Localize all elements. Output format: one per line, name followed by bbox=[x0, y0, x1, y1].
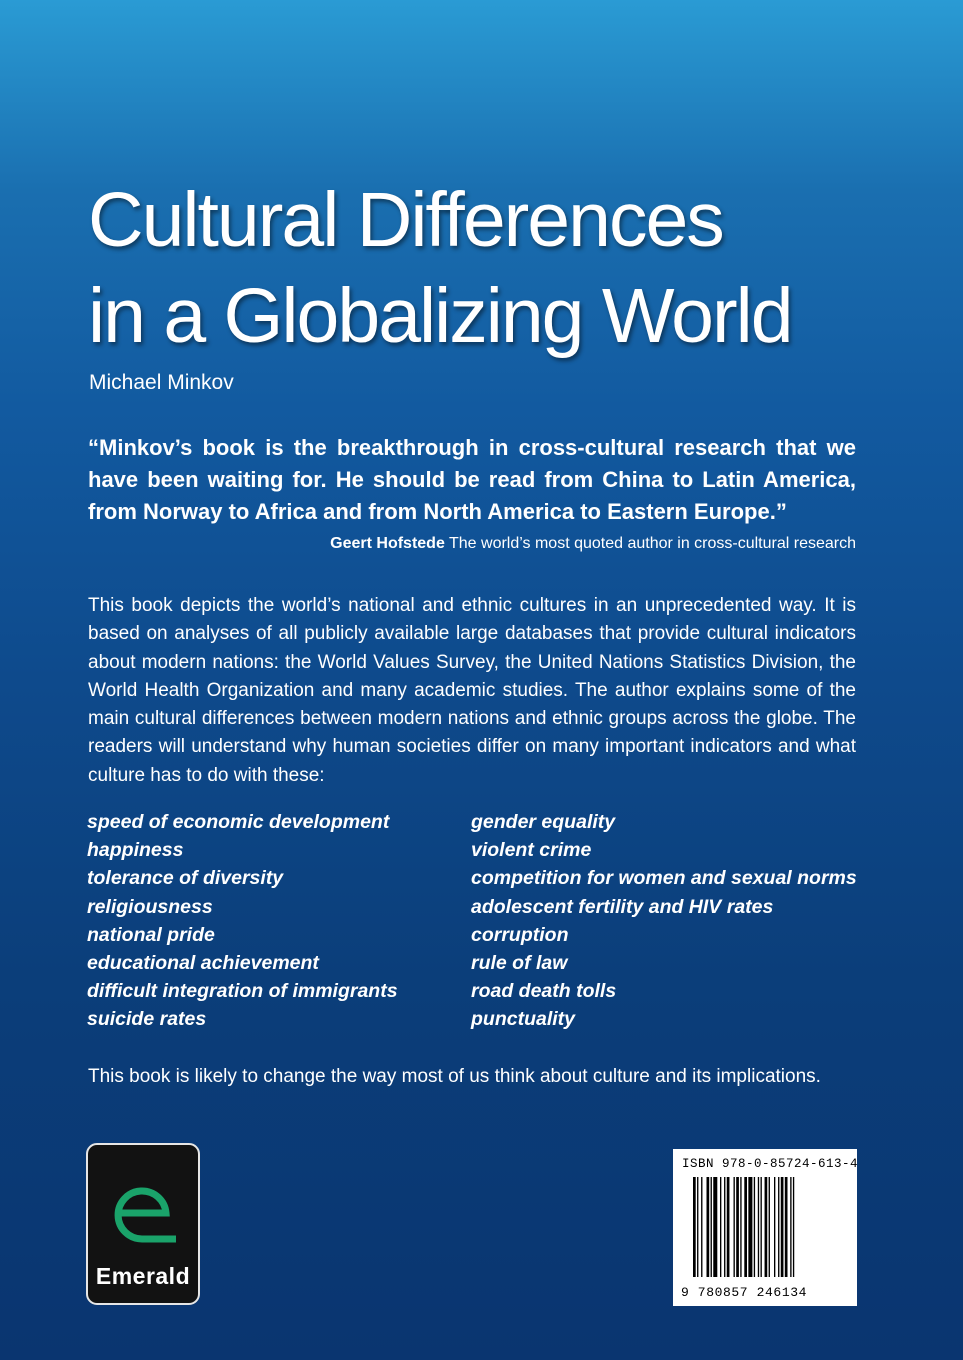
barcode-bar bbox=[711, 1177, 712, 1277]
title-line-1: Cultural Differences bbox=[88, 177, 723, 263]
barcode-bar bbox=[778, 1177, 779, 1277]
barcode-bar bbox=[740, 1177, 741, 1277]
topic-item: punctuality bbox=[471, 1008, 576, 1031]
barcode-bar bbox=[720, 1177, 721, 1277]
book-title bbox=[88, 172, 908, 364]
isbn-label: ISBN 978-0-85724-613-4 bbox=[682, 1157, 859, 1171]
barcode-bar bbox=[790, 1177, 791, 1277]
barcode-bar bbox=[701, 1177, 702, 1277]
barcode-bar bbox=[761, 1177, 762, 1277]
topic-item: national pride bbox=[87, 923, 215, 946]
barcode-bar bbox=[781, 1177, 784, 1277]
barcode-bar bbox=[758, 1177, 759, 1277]
barcode-bar bbox=[774, 1177, 775, 1277]
attribution-description: The world’s most quoted author in cross-cultural research bbox=[449, 535, 856, 552]
topic-item: corruption bbox=[471, 923, 569, 946]
barcode-bar bbox=[744, 1177, 747, 1277]
barcode-bar bbox=[707, 1177, 710, 1277]
topic-item: competition for women and sexual norms bbox=[471, 867, 857, 890]
barcode-bar bbox=[748, 1177, 752, 1277]
barcode-bar bbox=[769, 1177, 770, 1277]
topic-item: road death tolls bbox=[471, 980, 617, 1003]
topics-list-left bbox=[87, 808, 507, 1034]
author-name: Michael Minkov bbox=[89, 371, 234, 394]
barcode-bar bbox=[697, 1177, 698, 1277]
publisher-name: Emerald bbox=[95, 1263, 191, 1289]
barcode-bar bbox=[724, 1177, 725, 1277]
topic-item: rule of law bbox=[471, 952, 568, 975]
topic-item: educational achievement bbox=[87, 952, 319, 975]
topic-item: religiousness bbox=[87, 895, 213, 918]
barcode-bar bbox=[793, 1177, 794, 1277]
isbn-barcode bbox=[673, 1149, 857, 1306]
topics-list-right bbox=[471, 808, 891, 1034]
topic-item: gender equality bbox=[471, 811, 616, 833]
barcode-bar bbox=[765, 1177, 768, 1277]
topic-item: tolerance of diversity bbox=[87, 867, 284, 890]
title-line-2: in a Globalizing World bbox=[88, 273, 792, 359]
barcode-bar bbox=[785, 1177, 788, 1277]
endorsement-quote: “Minkov’s book is the breakthrough in cross-cultural research that we have been waiting for. He should be read from China to Latin America, from Norway to Africa and from North America to Eastern Europe.” bbox=[88, 435, 856, 524]
barcode-digits: 9 780857 246134 bbox=[681, 1285, 808, 1300]
topic-item: happiness bbox=[87, 839, 184, 862]
barcode-bar bbox=[693, 1177, 696, 1277]
attribution-name: Geert Hofstede bbox=[330, 535, 445, 552]
closing-statement: This book is likely to change the way most of us think about culture and its implications. bbox=[88, 1066, 821, 1087]
emerald-e-icon bbox=[98, 1157, 188, 1257]
topic-item: difficult integration of immigrants bbox=[87, 980, 398, 1003]
barcode-bar bbox=[713, 1177, 717, 1277]
barcode-bar bbox=[727, 1177, 730, 1277]
book-description: This book depicts the world’s national and ethnic cultures in an unprecedented way. It is based on analyses of all publicly available large databases that provide cultural indicators about modern nations: the World Values Survey, the United Nations Statistics Division, the World Health Organization and many academic studies. The author explains some of the main cultural differences between modern nations and ethnic groups across the globe. The readers will understand why human societies differ on many important indicators and what culture has to do with these: bbox=[88, 595, 856, 786]
topic-item: adolescent fertility and HIV rates bbox=[471, 895, 774, 918]
publisher-logo bbox=[86, 1143, 200, 1305]
quote-attribution bbox=[330, 535, 856, 553]
barcode-bars bbox=[693, 1177, 841, 1277]
barcode-bar bbox=[734, 1177, 735, 1277]
topic-item: violent crime bbox=[471, 839, 592, 862]
topic-item: suicide rates bbox=[87, 1008, 207, 1031]
barcode-bar bbox=[736, 1177, 739, 1277]
barcode-bar bbox=[754, 1177, 755, 1277]
topic-item: speed of economic development bbox=[87, 811, 390, 833]
